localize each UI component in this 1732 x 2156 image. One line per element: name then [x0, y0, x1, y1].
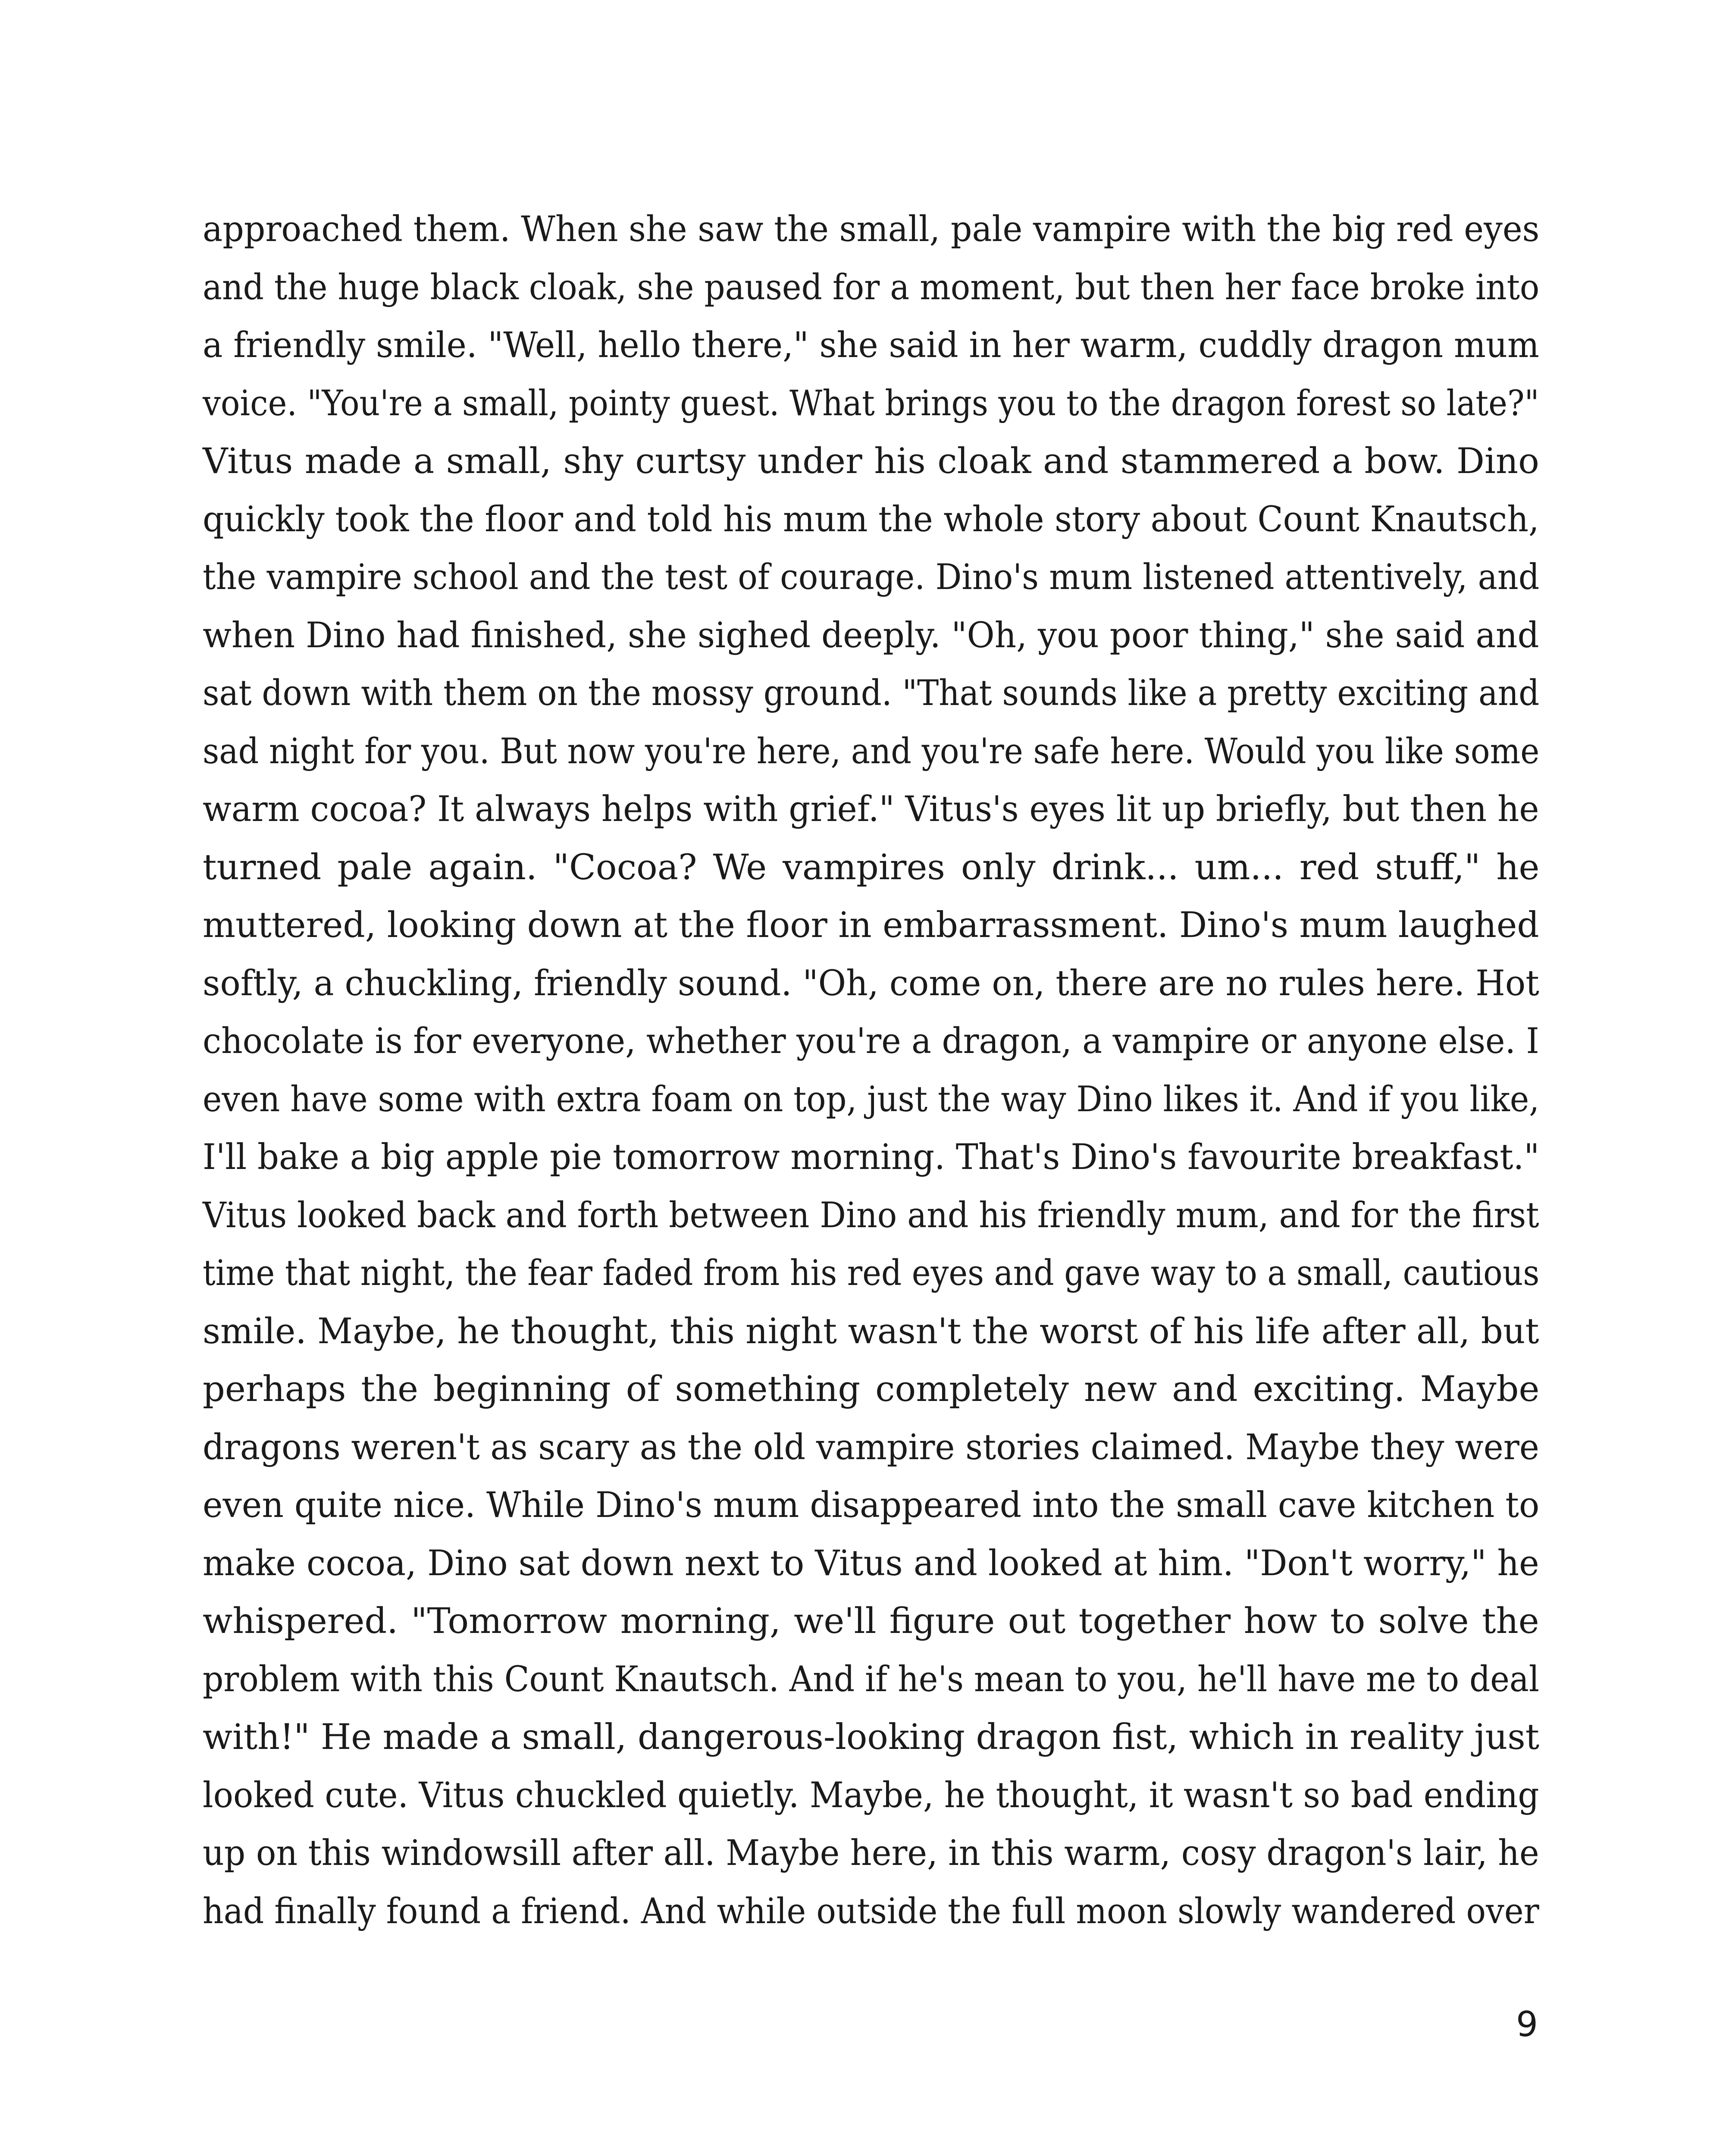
text-line: whispered. "Tomorrow morning, we'll figure out together how to solve the	[203, 1601, 1539, 1642]
text-line: voice. "You're a small, pointy guest. What brings you to the dragon forest so late?"	[203, 383, 1539, 424]
text-line: warm cocoa? It always helps with grief." Vitus's eyes lit up briefly, but then he	[203, 789, 1539, 830]
page-number: 9	[1516, 2004, 1538, 2044]
text-line: softly, a chuckling, friendly sound. "Oh, come on, there are no rules here. Hot	[203, 963, 1539, 1004]
text-line: make cocoa, Dino sat down next to Vitus and looked at him. "Don't worry," he	[203, 1543, 1539, 1584]
text-line: sat down with them on the mossy ground. "That sounds like a pretty exciting and	[203, 673, 1540, 714]
text-line: quickly took the floor and told his mum the whole story about Count Knautsch,	[203, 499, 1539, 540]
text-line: had finally found a friend. And while outside the full moon slowly wandered over	[203, 1891, 1539, 1932]
text-line: perhaps the beginning of something completely new and exciting. Maybe	[203, 1369, 1540, 1410]
text-line: the vampire school and the test of courage. Dino's mum listened attentively, and	[203, 557, 1540, 598]
text-line: smile. Maybe, he thought, this night wasn't the worst of his life after all, but	[203, 1311, 1539, 1352]
text-line: even quite nice. While Dino's mum disappeared into the small cave kitchen to	[203, 1485, 1540, 1526]
text-line: Vitus made a small, shy curtsy under his cloak and stammered a bow. Dino	[203, 441, 1539, 482]
text-line: approached them. When she saw the small, pale vampire with the big red eyes	[203, 209, 1540, 250]
text-line: muttered, looking down at the floor in embarrassment. Dino's mum laughed	[203, 905, 1539, 946]
text-line: Vitus looked back and forth between Dino and his friendly mum, and for the first	[203, 1195, 1539, 1236]
text-line: looked cute. Vitus chuckled quietly. Maybe, he thought, it wasn't so bad ending	[203, 1775, 1539, 1816]
text-line: when Dino had finished, she sighed deeply. "Oh, you poor thing," she said and	[203, 615, 1539, 656]
text-line: I'll bake a big apple pie tomorrow morning. That's Dino's favourite breakfast."	[203, 1137, 1540, 1178]
text-line: with!" He made a small, dangerous-looking dragon fist, which in reality just	[203, 1717, 1540, 1758]
text-line: up on this windowsill after all. Maybe here, in this warm, cosy dragon's lair, he	[203, 1833, 1539, 1874]
text-line: dragons weren't as scary as the old vampire stories claimed. Maybe they were	[203, 1427, 1539, 1468]
text-line: turned pale again. "Cocoa? We vampires only drink... um... red stuff," he	[203, 847, 1540, 888]
text-line: and the huge black cloak, she paused for a moment, but then her face broke into	[203, 267, 1540, 308]
text-line: chocolate is for everyone, whether you're a dragon, a vampire or anyone else. I	[203, 1021, 1539, 1062]
text-line: problem with this Count Knautsch. And if he's mean to you, he'll have me to deal	[203, 1659, 1540, 1700]
text-line: even have some with extra foam on top, just the way Dino likes it. And if you like,	[203, 1079, 1540, 1120]
body-text	[203, 201, 1539, 1940]
text-line: time that night, the fear faded from his red eyes and gave way to a small, cautious	[203, 1253, 1540, 1294]
text-line: a friendly smile. "Well, hello there," she said in her warm, cuddly dragon mum	[203, 325, 1539, 366]
text-line: sad night for you. But now you're here, and you're safe here. Would you like some	[203, 731, 1540, 772]
